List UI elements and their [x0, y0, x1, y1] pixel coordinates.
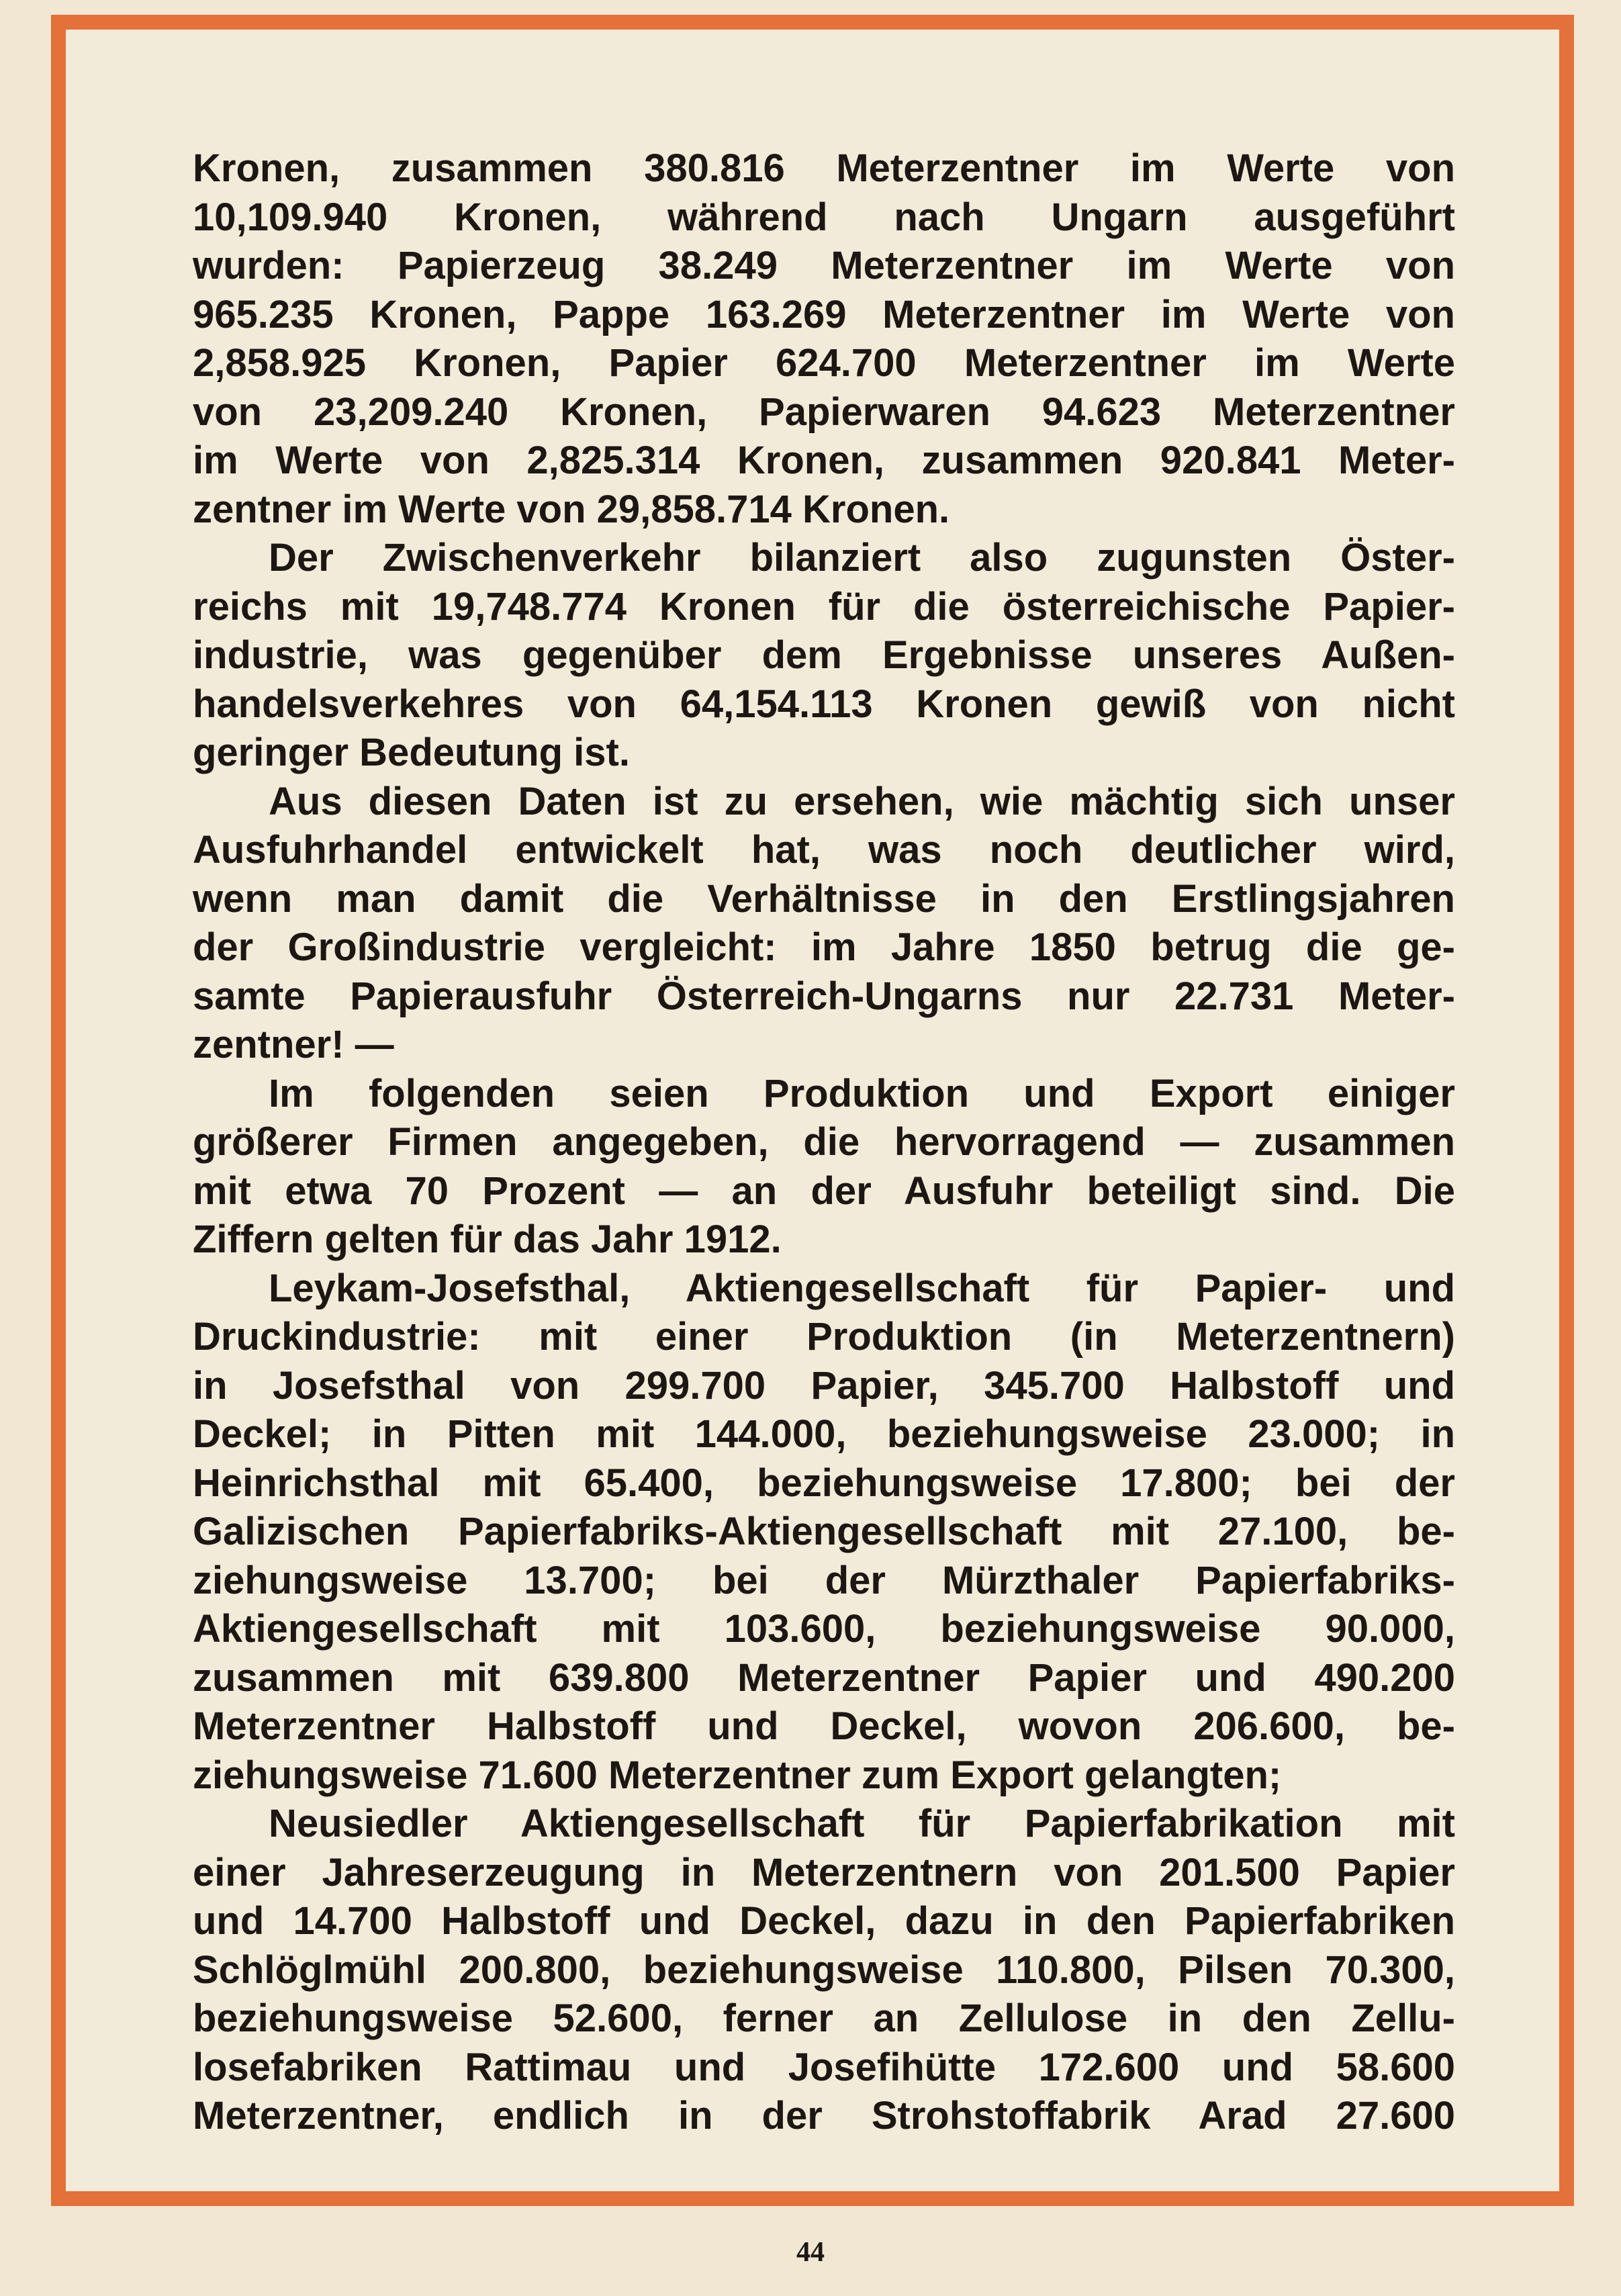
text-line: Im folgenden seien Produktion und Export einiger [269, 1071, 1455, 1115]
text-line: mit etwa 70 Prozent — an der Ausfuhr beteiligt sind. Die [193, 1168, 1455, 1213]
body-text [193, 144, 1455, 2141]
text-line: beziehungsweise 52.600, ferner an Zellulose in den Zellu- [193, 1996, 1455, 2040]
text-line: ziehungsweise 13.700; bei der Mürzthaler Papierfabriks- [193, 1558, 1455, 1602]
text-line: wurden: Papierzeug 38.249 Meterzentner im Werte von [193, 244, 1455, 287]
text-line: Aktiengesellschaft mit 103.600, beziehungsweise 90.000, [193, 1607, 1455, 1651]
text-line: Meterzentner Halbstoff und Deckel, wovon 206.600, be- [193, 1704, 1455, 1748]
text-line: reichs mit 19,748.774 Kronen für die österreichische Papier- [193, 584, 1455, 629]
text-line: samte Papierausfuhr Österreich-Ungarns nur 22.731 Meter- [193, 974, 1455, 1018]
text-line: einer Jahreserzeugung in Meterzentnern von 201.500 Papier [193, 1850, 1455, 1894]
text-line: 2,858.925 Kronen, Papier 624.700 Meterzentner im Werte [193, 341, 1455, 385]
text-line: Aus diesen Daten ist zu ersehen, wie mächtig sich unser [269, 779, 1455, 823]
text-line: Druckindustrie: mit einer Produktion (in Meterzentnern) [193, 1315, 1455, 1359]
text-line: zentner! — [193, 1023, 394, 1066]
text-line: Neusiedler Aktiengesellschaft für Papierfabrikation mit [269, 1802, 1455, 1845]
text-line: zusammen mit 639.800 Meterzentner Papier und 490.200 [193, 1655, 1455, 1700]
text-line: und 14.700 Halbstoff und Deckel, dazu in den Papierfabriken [193, 1899, 1455, 1943]
text-line: 965.235 Kronen, Pappe 163.269 Meterzentner im Werte von [193, 292, 1455, 336]
text-line: Deckel; in Pitten mit 144.000, beziehungsweise 23.000; in [193, 1412, 1455, 1456]
text-line: industrie, was gegenüber dem Ergebnisse unseres Außen- [193, 633, 1455, 677]
text-line: Ausfuhrhandel entwickelt hat, was noch deutlicher wird, [193, 828, 1455, 872]
text-line: Schlöglmühl 200.800, beziehungsweise 110.800, Pilsen 70.300, [193, 1947, 1455, 1992]
text-line: in Josefsthal von 299.700 Papier, 345.700 Halbstoff und [193, 1363, 1455, 1408]
text-line: von 23,209.240 Kronen, Papierwaren 94.623 Meterzentner [193, 389, 1455, 434]
text-line: größerer Firmen angegeben, die hervorragend — zusammen [193, 1120, 1455, 1164]
text-line: Galizischen Papierfabriks-Aktiengesellschaft mit 27.100, be- [193, 1510, 1455, 1553]
text-line: Heinrichsthal mit 65.400, beziehungsweise 17.800; bei der [193, 1461, 1455, 1505]
text-line: wenn man damit die Verhältnisse in den Erstlingsjahren [193, 876, 1455, 921]
text-line: Meterzentner, endlich in der Strohstoffabrik Arad 27.600 [193, 2094, 1455, 2138]
text-line: Leykam-Josefsthal, Aktiengesellschaft für Papier- und [269, 1266, 1455, 1310]
text-line: 10,109.940 Kronen, während nach Ungarn ausgeführt [193, 195, 1455, 239]
text-line: zentner im Werte von 29,858.714 Kronen. [193, 487, 950, 531]
text-line: geringer Bedeutung ist. [193, 731, 630, 774]
text-line: losefabriken Rattimau und Josefihütte 172.600 und 58.600 [193, 2045, 1455, 2089]
text-line: handelsverkehres von 64,154.113 Kronen gewiß von nicht [193, 682, 1455, 726]
text-line: der Großindustrie vergleicht: im Jahre 1850 betrug die ge- [193, 925, 1455, 969]
text-line: im Werte von 2,825.314 Kronen, zusammen 920.841 Meter- [193, 439, 1455, 482]
text-line: Der Zwischenverkehr bilanziert also zugunsten Öster- [269, 536, 1455, 580]
page-number: 44 [796, 2237, 825, 2268]
text-line: ziehungsweise 71.600 Meterzentner zum Export gelangten; [193, 1753, 1282, 1797]
text-line: Ziffern gelten für das Jahr 1912. [193, 1218, 782, 1261]
text-line: Kronen, zusammen 380.816 Meterzentner im Werte von [193, 146, 1455, 190]
